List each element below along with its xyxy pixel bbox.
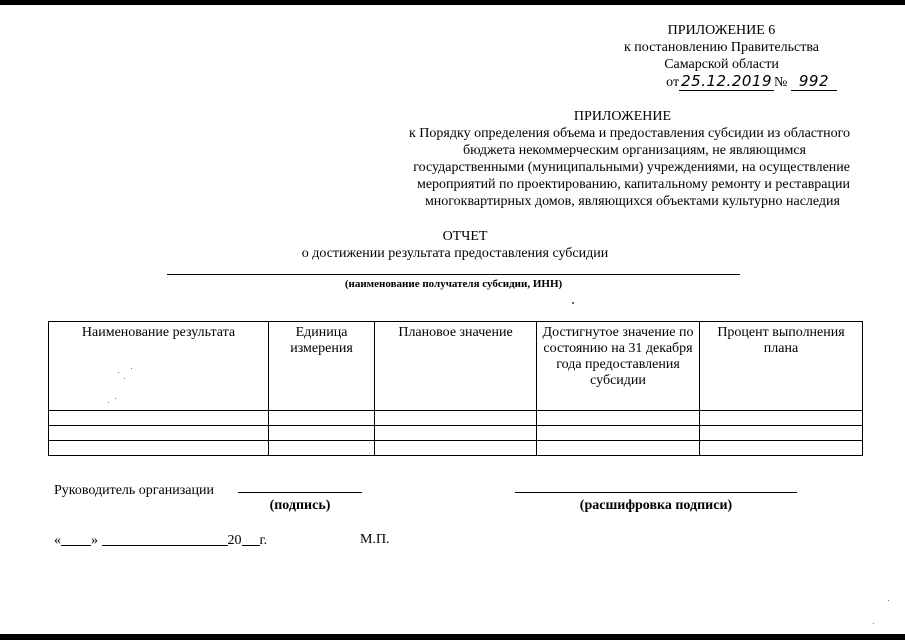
scan-speck — [124, 378, 125, 379]
table-cell[interactable] — [269, 441, 375, 456]
header-result-name: Наименование результата — [49, 322, 269, 411]
header-achieved-value: Достигнутое значение по состоянию на 31 декабря года предоставления субсидии — [537, 322, 700, 411]
table-header-row — [49, 322, 863, 411]
signer-label: Руководитель организации — [54, 483, 214, 498]
signature-decoding-line[interactable] — [515, 492, 797, 493]
header-planned-value: Плановое значение — [375, 322, 537, 411]
report-heading — [200, 228, 710, 262]
results-table — [48, 321, 863, 456]
scan-speck — [118, 372, 119, 373]
appendix-line: многоквартирных домов, являющихся объектами культурно наследия — [424, 194, 840, 209]
recipient-caption: (наименование получателя субсидии, ИНН) — [344, 278, 563, 290]
close-quote: » — [91, 533, 98, 548]
table-cell[interactable] — [375, 426, 537, 441]
report-title: ОТЧЕТ — [442, 229, 488, 244]
day-blank[interactable] — [61, 531, 91, 546]
table-cell[interactable] — [537, 411, 700, 426]
appendix-line: бюджета некоммерческим организациям, не являющимся — [463, 143, 806, 158]
handwritten-date: 25.12.2019 — [681, 72, 772, 90]
year-prefix: 20 — [227, 533, 242, 548]
signature-caption: (подпись) — [269, 498, 331, 513]
report-subtitle: о достижении результата предоставления субсидии — [301, 246, 609, 261]
header-unit: Единица измерения — [269, 322, 375, 411]
table-cell[interactable] — [700, 411, 863, 426]
table-cell[interactable] — [49, 411, 269, 426]
scan-top-border — [0, 0, 905, 5]
scan-speck — [115, 398, 116, 399]
number-sign: № — [774, 75, 788, 90]
table-cell[interactable] — [700, 426, 863, 441]
table-cell[interactable] — [537, 426, 700, 441]
approval-date-line — [590, 73, 853, 91]
appendix-block — [355, 108, 850, 210]
approval-line-1: к постановлению Правительства — [623, 40, 820, 55]
table-cell[interactable] — [375, 411, 537, 426]
handwritten-number: 992 — [791, 72, 837, 91]
table-cell[interactable] — [269, 426, 375, 441]
year-blank[interactable] — [242, 531, 260, 546]
date-prefix: от — [666, 75, 680, 90]
approval-block — [590, 22, 853, 91]
table-cell[interactable] — [375, 441, 537, 456]
year-suffix: г. — [259, 533, 268, 548]
scan-speck — [572, 302, 574, 304]
scan-bottom-border — [0, 634, 905, 640]
table-cell[interactable] — [49, 441, 269, 456]
header-completion-percent: Процент выполнения плана — [700, 322, 863, 411]
month-blank[interactable] — [102, 531, 228, 546]
table-row — [49, 411, 863, 426]
appendix-title: ПРИЛОЖЕНИЕ — [573, 109, 672, 124]
scan-speck — [131, 368, 132, 369]
signature-line[interactable] — [238, 492, 362, 493]
stamp-place: М.П. — [360, 532, 390, 547]
open-quote: « — [54, 533, 61, 548]
signature-decoding-caption: (расшифровка подписи) — [579, 498, 733, 513]
approval-title: ПРИЛОЖЕНИЕ 6 — [667, 23, 776, 38]
table-cell[interactable] — [537, 441, 700, 456]
table-cell[interactable] — [269, 411, 375, 426]
appendix-line: государственными (муниципальными) учреждениями, на осуществление — [413, 160, 850, 175]
table-cell[interactable] — [700, 441, 863, 456]
scan-speck — [888, 600, 889, 601]
table-row — [49, 441, 863, 456]
scan-speck — [108, 402, 109, 403]
table-row — [49, 426, 863, 441]
date-line — [54, 531, 267, 549]
scan-speck — [873, 623, 874, 624]
recipient-name-line[interactable] — [167, 274, 740, 275]
appendix-line: мероприятий по проектированию, капитальному ремонту и реставрации — [416, 177, 850, 192]
appendix-line: к Порядку определения объема и предоставления субсидии из областного — [408, 126, 850, 141]
approval-line-2: Самарской области — [664, 57, 779, 72]
table-cell[interactable] — [49, 426, 269, 441]
